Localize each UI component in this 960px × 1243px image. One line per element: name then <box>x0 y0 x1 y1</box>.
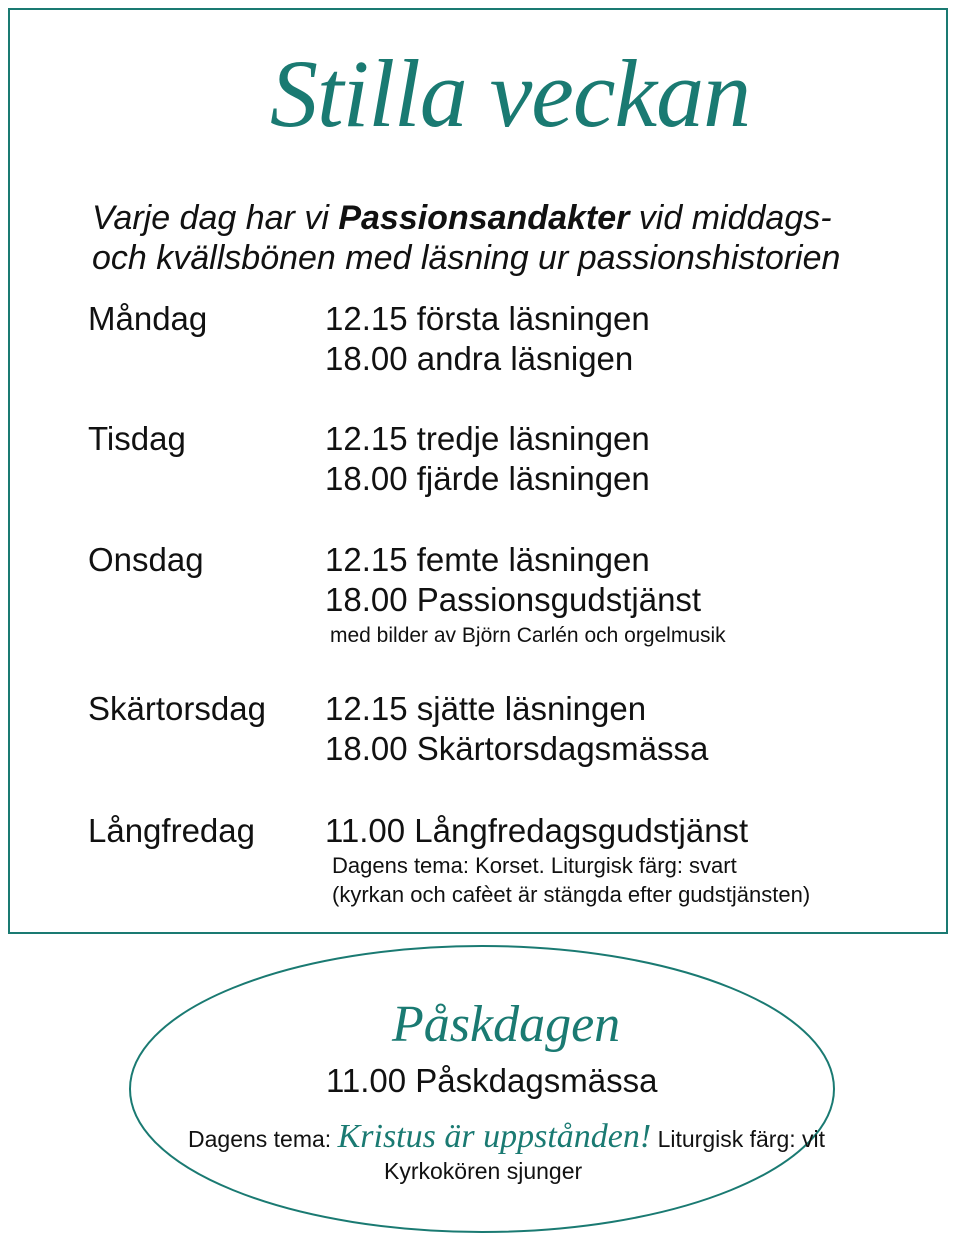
intro-before: Varje dag har vi <box>92 199 339 237</box>
event-thursday-2: 18.00 Skärtorsdagsmässa <box>325 730 709 767</box>
day-tuesday: Tisdag <box>88 420 186 457</box>
easter-theme-line <box>188 1118 825 1156</box>
page-title: Stilla veckan <box>270 40 751 147</box>
event-thursday-1: 12.15 sjätte läsningen <box>325 690 647 727</box>
intro-text <box>92 198 840 278</box>
day-wednesday: Onsdag <box>88 541 204 578</box>
event-tuesday-1: 12.15 tredje läsningen <box>325 420 650 457</box>
easter-theme: Kristus är uppstånden! <box>337 1118 652 1155</box>
day-monday: Måndag <box>88 300 208 337</box>
note-friday-1: Dagens tema: Korset. Liturgisk färg: svart <box>332 853 737 878</box>
event-tuesday-2: 18.00 fjärde läsningen <box>325 460 650 497</box>
intro-line-1 <box>92 198 840 238</box>
note-friday-2: (kyrkan och cafèet är stängda efter gudstjänsten) <box>332 882 811 907</box>
intro-line-2: och kvällsbönen med läsning ur passionshistorien <box>92 239 841 277</box>
event-monday-1: 12.15 första läsningen <box>325 300 650 337</box>
intro-after: vid middags- <box>629 199 832 237</box>
note-wednesday: med bilder av Björn Carlén och orgelmusik <box>330 624 726 647</box>
day-thursday: Skärtorsdag <box>88 690 266 727</box>
event-wednesday-1: 12.15 femte läsningen <box>325 541 650 578</box>
easter-choir: Kyrkokören sjunger <box>384 1158 583 1184</box>
day-friday: Långfredag <box>88 812 255 849</box>
easter-title: Påskdagen <box>392 996 621 1053</box>
easter-color: Liturgisk färg: vit <box>651 1126 826 1152</box>
event-monday-2: 18.00 andra läsnigen <box>325 340 634 377</box>
intro-bold: Passionsandakter <box>338 199 630 237</box>
easter-mass: 11.00 Påskdagsmässa <box>326 1062 658 1099</box>
event-wednesday-2: 18.00 Passionsgudstjänst <box>325 581 702 618</box>
easter-theme-label: Dagens tema: <box>188 1126 338 1152</box>
event-friday-1: 11.00 Långfredagsgudstjänst <box>325 812 749 849</box>
